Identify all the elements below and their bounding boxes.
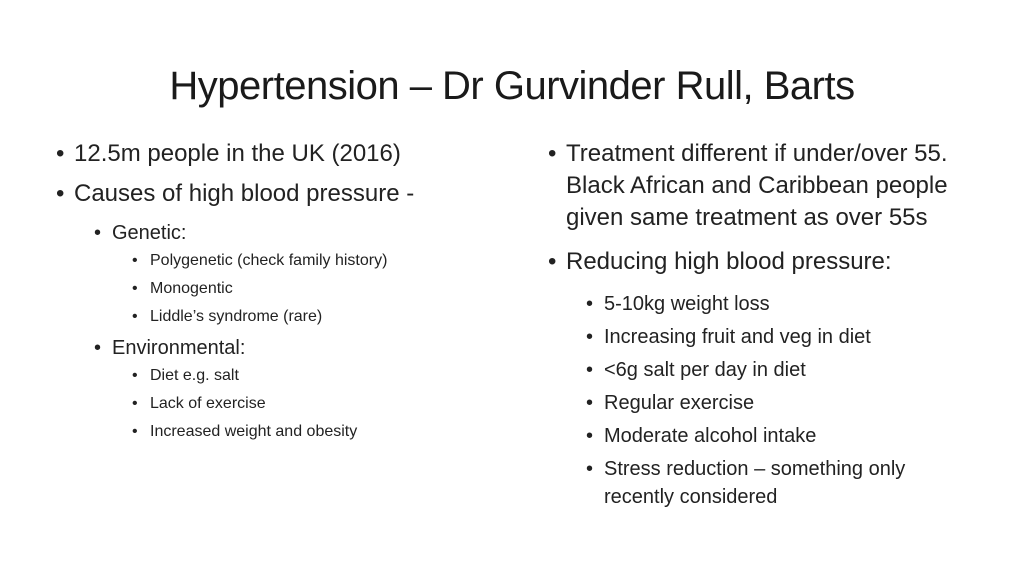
bullet-weight: • Increased weight and obesity [132,421,496,443]
bullet-diet: • Diet e.g. salt [132,365,496,387]
bullet-alcohol: • Moderate alcohol intake [586,422,978,450]
bullet-uk-stat: • 12.5m people in the UK (2016) [56,138,496,170]
bullet-weight-loss: • 5-10kg weight loss [586,290,978,318]
left-column [56,138,496,449]
bullet-environmental: • Environmental: [94,334,496,362]
bullet-regular-exercise: • Regular exercise [586,389,978,417]
bullet-salt: • <6g salt per day in diet [586,356,978,384]
bullet-polygenetic: • Polygenetic (check family history) [132,250,496,272]
bullet-treatment: • Treatment different if under/over 55. Black African and Caribbean people given same treatment as over 55s [548,138,978,234]
bullet-genetic: • Genetic: [94,219,496,247]
bullet-liddles: • Liddle’s syndrome (rare) [132,306,496,328]
bullet-causes: • Causes of high blood pressure - [56,178,496,210]
bullet-exercise: • Lack of exercise [132,393,496,415]
bullet-stress: • Stress reduction – something only recently considered [586,455,978,511]
right-column [548,138,978,516]
slide-title: Hypertension – Dr Gurvinder Rull, Barts [169,64,855,108]
left-bullet-list [56,138,496,443]
bullet-reducing: • Reducing high blood pressure: [548,246,978,278]
right-bullet-list [548,138,978,511]
bullet-monogentic: • Monogentic [132,278,496,300]
bullet-fruit-veg: • Increasing fruit and veg in diet [586,323,978,351]
